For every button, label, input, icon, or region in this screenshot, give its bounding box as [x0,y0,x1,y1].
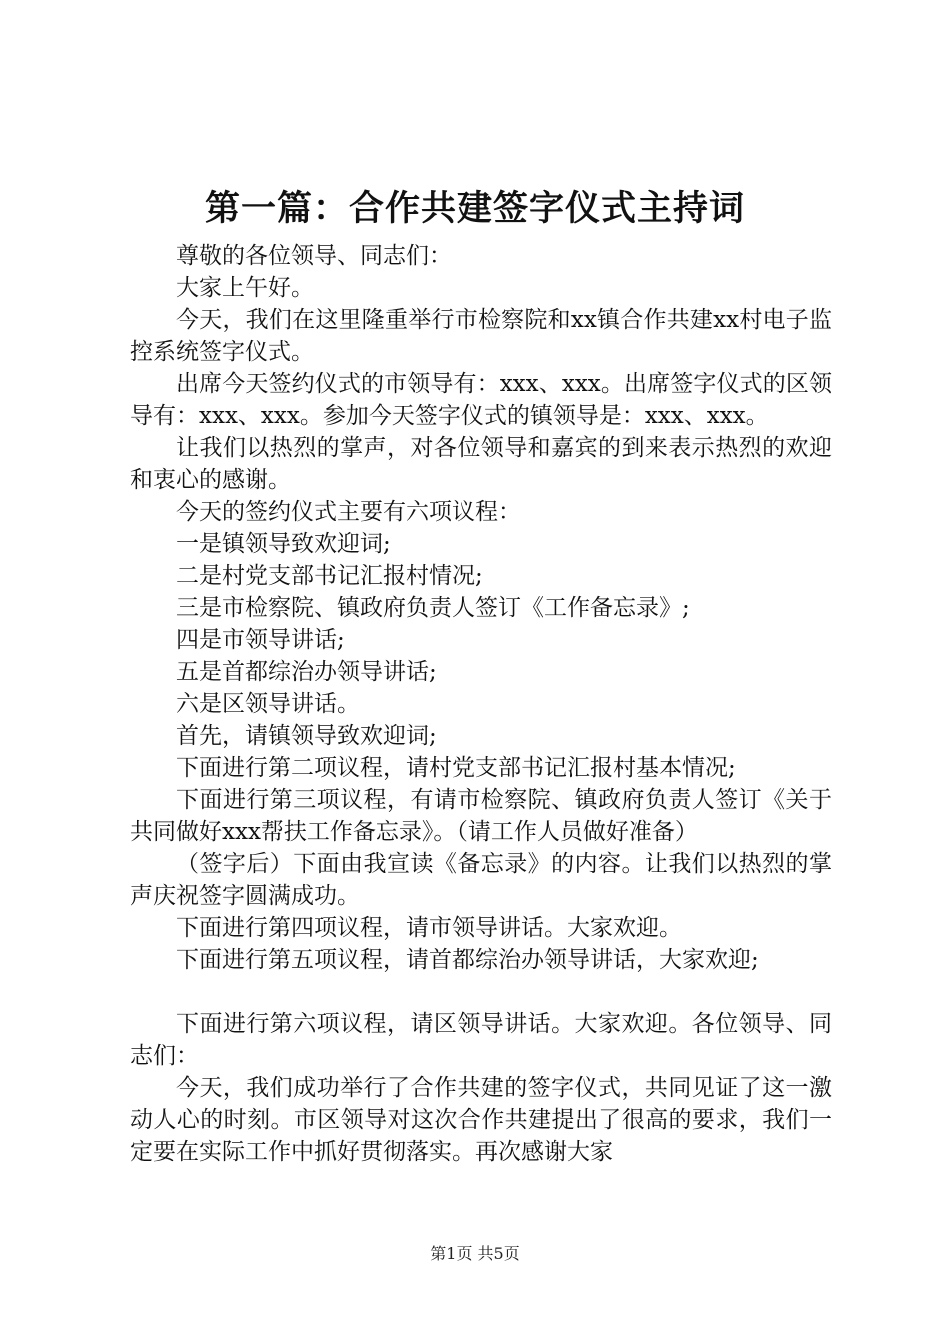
paragraph-after-signing: （签字后）下面由我宣读《备忘录》的内容。让我们以热烈的掌声庆祝签字圆满成功。 [130,851,832,909]
paragraph-second-item: 下面进行第二项议程，请村党支部书记汇报村基本情况; [176,755,736,781]
paragraph-greeting: 尊敬的各位领导、同志们： [176,243,452,269]
document-body [130,240,832,1168]
agenda-item-1: 一是镇领导致欢迎词; [176,531,391,557]
paragraph-fourth-item: 下面进行第四项议程，请市领导讲话。大家欢迎。 [176,915,682,941]
agenda-item-6: 六是区领导讲话。 [176,691,360,717]
paragraph-attendees: 出席今天签约仪式的市领导有：xxx、xxx。出席签字仪式的区领导有：xxx、xxx。参加今天签字仪式的镇领导是：xxx、xxx。 [130,371,832,429]
paragraph-sixth-item: 下面进行第六项议程，请区领导讲话。大家欢迎。各位领导、同志们： [130,1011,832,1069]
paragraph-third-item: 下面进行第三项议程，有请市检察院、镇政府负责人签订《关于共同做好xxx帮扶工作备忘录》。（请工作人员做好准备） [130,787,832,845]
paragraph-first: 首先，请镇领导致欢迎词; [176,723,437,749]
paragraph-opening: 今天，我们在这里隆重举行市检察院和xx镇合作共建xx村电子监控系统签字仪式。 [130,307,832,365]
agenda-item-5: 五是首都综治办领导讲话; [176,659,437,685]
agenda-item-3: 三是市检察院、镇政府负责人签订《工作备忘录》; [176,595,690,621]
paragraph-good-morning: 大家上午好。 [176,275,314,301]
agenda-item-4: 四是市领导讲话; [176,627,345,653]
document-title: 第一篇：合作共建签字仪式主持词 [204,189,745,229]
paragraph-agenda-intro: 今天的签约仪式主要有六项议程： [176,499,521,525]
page-footer: 第1页 共5页 [430,1244,520,1263]
paragraph-closing: 今天，我们成功举行了合作共建的签字仪式，共同见证了这一激动人心的时刻。市区领导对这次合作共建提出了很高的要求，我们一定要在实际工作中抓好贯彻落实。再次感谢大家 [130,1075,832,1165]
agenda-item-2: 二是村党支部书记汇报村情况; [176,563,483,589]
paragraph-applause: 让我们以热烈的掌声，对各位领导和嘉宾的到来表示热烈的欢迎和衷心的感谢。 [130,435,832,493]
paragraph-fifth-item: 下面进行第五项议程，请首都综治办领导讲话，大家欢迎; [176,947,759,973]
